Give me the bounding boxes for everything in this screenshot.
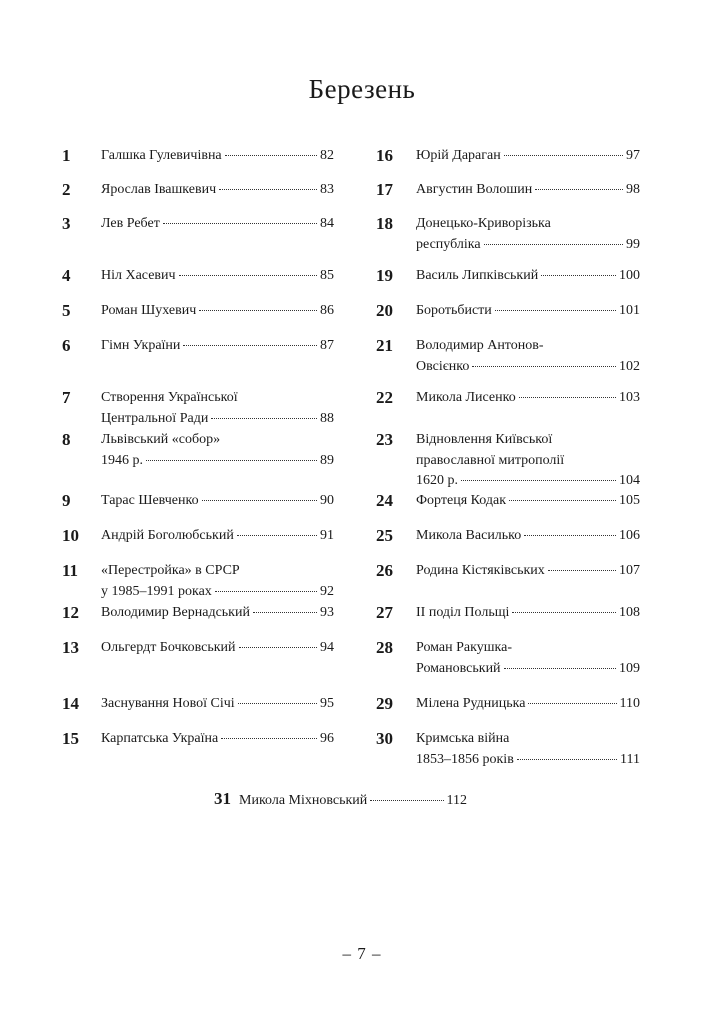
entry-line (416, 388, 640, 409)
entry-page-number: 95 (320, 696, 334, 711)
dot-leader (225, 155, 317, 156)
entry-title: Августин Волошин (416, 182, 533, 197)
entry-page-number: 100 (619, 268, 640, 283)
entry-page-number: 92 (320, 583, 334, 599)
entry-title: Тарас Шевченко (101, 493, 199, 508)
dot-leader (370, 800, 443, 801)
entry-number: 8 (62, 430, 71, 449)
entry-page-number: 87 (320, 338, 334, 353)
entry-title: Донецько-Криворізька (416, 216, 551, 231)
entry-number: 6 (62, 336, 71, 355)
dot-leader (495, 310, 616, 311)
entry-line (101, 266, 334, 287)
entry-line (416, 266, 640, 287)
entry-line (416, 471, 640, 492)
dot-leader (509, 500, 616, 501)
entry-page-number: 93 (320, 605, 334, 620)
entry-line (416, 301, 640, 322)
entry-page-number: 103 (619, 390, 640, 405)
entry-line (416, 336, 640, 357)
entry-body (416, 388, 640, 409)
entry-number: 12 (62, 603, 79, 622)
dot-leader (548, 570, 616, 571)
entry-line (101, 214, 334, 235)
dot-leader (179, 275, 317, 276)
entry-line (416, 491, 640, 512)
entry-line (416, 750, 640, 771)
entry-page-number: 88 (320, 410, 334, 426)
entry-number: 1 (62, 146, 71, 165)
entry-page-number: 97 (626, 148, 640, 163)
entry-title: Володимир Антонов- (416, 338, 544, 353)
entry-line (101, 451, 334, 472)
entry-title: Ніл Хасевич (101, 268, 176, 283)
entry-body (101, 694, 334, 715)
entry-title: Роман Ракушка- (416, 640, 512, 655)
entry-body (101, 430, 334, 471)
entry-line (416, 357, 640, 378)
entry-body (416, 430, 640, 492)
entry-title: Роман Шухевич (101, 303, 197, 318)
page-title: Березень (308, 74, 416, 104)
entry-page-number: 86 (320, 303, 334, 318)
entry-line (101, 603, 334, 624)
dot-leader (183, 345, 317, 346)
entry-number: 14 (62, 694, 79, 713)
entry-number: 30 (376, 729, 393, 748)
entry-body (101, 638, 334, 659)
entry-line (416, 729, 640, 750)
entry-body (101, 180, 334, 201)
entry-line (416, 146, 640, 167)
entry-title: Микола Міхновський (239, 793, 368, 808)
entry-title: Лев Ребет (101, 216, 160, 231)
entry-title: Кримська війна (416, 731, 510, 746)
entry-title: Ольгердт Бочковський (101, 640, 236, 655)
dot-leader (504, 155, 623, 156)
entry-body (101, 561, 334, 602)
entry-title: Родина Кістяківських (416, 563, 545, 578)
entry-page-number: 85 (320, 268, 334, 283)
entry-line (101, 409, 334, 430)
entry-title: Андрій Боголюбський (101, 528, 234, 543)
entry-page-number: 83 (320, 182, 334, 197)
entry-page-number: 96 (320, 731, 334, 746)
entry-number: 11 (62, 561, 79, 580)
entry-page-number: 101 (619, 303, 640, 318)
entry-line (101, 561, 334, 582)
entry-number: 26 (376, 561, 393, 580)
entry-title: Створення Української (101, 390, 238, 405)
entry-page-number: 106 (619, 528, 640, 543)
entry-page-number: 104 (619, 473, 640, 488)
entry-line (101, 491, 334, 512)
entry-body (416, 694, 640, 715)
entry-line (416, 526, 640, 547)
dot-leader (484, 244, 623, 245)
entry-number: 2 (62, 180, 71, 199)
entry-line (101, 430, 334, 451)
entry-title: Центральної Ради (101, 410, 209, 426)
entry-line (101, 180, 334, 201)
entry-title: у 1985–1991 роках (101, 583, 212, 599)
entry-number: 15 (62, 729, 79, 748)
dot-leader (541, 275, 616, 276)
entry-page-number: 90 (320, 493, 334, 508)
dot-leader (221, 738, 317, 739)
dot-leader (512, 612, 616, 613)
entry-body (101, 388, 334, 429)
dot-leader (219, 189, 317, 190)
entry-page-number: 108 (619, 605, 640, 620)
entry-line (416, 451, 640, 472)
dot-leader (239, 647, 317, 648)
entry-title: 1853–1856 років (416, 751, 514, 767)
entry-title: Фортеця Кодак (416, 493, 507, 508)
entry-line (101, 388, 334, 409)
entry-number: 4 (62, 266, 71, 285)
entry-number: 13 (62, 638, 79, 657)
entry-body (416, 729, 640, 770)
entry-title: Заснування Нової Січі (101, 696, 235, 711)
entry-title: «Перестройка» в СРСР (101, 563, 240, 578)
entry-number: 18 (376, 214, 393, 233)
dot-leader (519, 397, 616, 398)
entry-title: ІІ поділ Польщі (416, 605, 510, 620)
entry-page-number: 91 (320, 528, 334, 543)
entry-title: республіка (416, 236, 481, 252)
entry-title: Мілена Рудницька (416, 696, 526, 711)
entry-page-number: 82 (320, 148, 334, 163)
entry-line (416, 638, 640, 659)
dot-leader (524, 535, 616, 536)
entry-title: Овсієнко (416, 358, 470, 374)
entry-number: 10 (62, 526, 79, 545)
entry-page-number: 102 (619, 358, 640, 374)
entry-number: 23 (376, 430, 393, 449)
entry-number: 9 (62, 491, 71, 510)
entry-page-number: 84 (320, 216, 334, 231)
entry-body (416, 214, 640, 255)
entry-title: Микола Лисенко (416, 390, 516, 405)
entry-body (101, 729, 334, 750)
entry-page-number: 94 (320, 640, 334, 655)
entry-page-number: 111 (620, 751, 640, 767)
entry-number: 7 (62, 388, 71, 407)
entry-title: Відновлення Київської (416, 432, 553, 447)
entry-page-number: 110 (619, 696, 640, 711)
entry-body (416, 146, 640, 167)
entry-page-number: 112 (446, 793, 467, 808)
entry-line (101, 336, 334, 357)
dot-leader (517, 759, 617, 760)
entry-title: Галшка Гулевичівна (101, 148, 222, 163)
entry-body (101, 336, 334, 357)
entry-number: 3 (62, 214, 71, 233)
entry-line (416, 214, 640, 235)
entry-line (101, 582, 334, 603)
dot-leader (253, 612, 317, 613)
entry-line (416, 694, 640, 715)
entry-page-number: 109 (619, 660, 640, 676)
entry-body (416, 336, 640, 377)
entry-body (101, 146, 334, 167)
dot-leader (238, 703, 317, 704)
entry-body (101, 526, 334, 547)
entry-body (101, 266, 334, 287)
entry-number: 21 (376, 336, 393, 355)
entry-line (416, 430, 640, 451)
entry-number: 29 (376, 694, 393, 713)
entry-title: Ярослав Івашкевич (101, 182, 217, 197)
entry-body (416, 266, 640, 287)
entry-title: Карпатська Україна (101, 731, 219, 746)
entry-body (101, 214, 334, 235)
dot-leader (461, 480, 616, 481)
toc-entry[interactable] (214, 789, 484, 809)
entry-number: 24 (376, 491, 393, 510)
entry-body (416, 180, 640, 201)
dot-leader (199, 310, 317, 311)
entry-page-number: 98 (626, 182, 640, 197)
entry-title: 1620 р. (416, 473, 458, 488)
entry-number: 28 (376, 638, 393, 657)
entry-body (101, 603, 334, 624)
entry-page-number: 107 (619, 563, 640, 578)
entry-body (416, 638, 640, 679)
dot-leader (237, 535, 317, 536)
entry-number: 5 (62, 301, 71, 320)
entry-body (101, 491, 334, 512)
entry-page-number: 99 (626, 236, 640, 252)
page-number: – 7 – (342, 944, 382, 963)
entry-page-number: 89 (320, 452, 334, 468)
entry-title: Микола Василько (416, 528, 522, 543)
entry-line (416, 235, 640, 256)
entry-number: 16 (376, 146, 393, 165)
entry-number: 17 (376, 180, 393, 199)
dot-leader (146, 460, 317, 461)
entry-page-number: 105 (619, 493, 640, 508)
entry-line (101, 694, 334, 715)
entry-body (416, 526, 640, 547)
entry-body (416, 603, 640, 624)
entry-title: православної митрополії (416, 452, 565, 468)
entry-body (416, 491, 640, 512)
dot-leader (535, 189, 623, 190)
entry-title: 1946 р. (101, 452, 143, 468)
entry-line (101, 301, 334, 322)
entry-title: Володимир Вернадський (101, 605, 250, 620)
entry-line (101, 526, 334, 547)
dot-leader (215, 591, 317, 592)
entry-line (416, 561, 640, 582)
entry-number: 31 (214, 789, 231, 808)
entry-title: Боротьбисти (416, 303, 492, 318)
entry-number: 27 (376, 603, 393, 622)
entry-body (101, 301, 334, 322)
dot-leader (504, 668, 616, 669)
entry-number: 20 (376, 301, 393, 320)
entry-line (239, 793, 467, 809)
entry-line (101, 638, 334, 659)
dot-leader (211, 418, 317, 419)
entry-number: 22 (376, 388, 393, 407)
entry-line (416, 603, 640, 624)
entry-number: 25 (376, 526, 393, 545)
entry-title: Романовський (416, 660, 501, 676)
entry-line (416, 659, 640, 680)
entry-body (416, 561, 640, 582)
entry-title: Львівський «собор» (101, 432, 221, 447)
entry-title: Юрій Дараган (416, 148, 501, 163)
entry-title: Василь Липківський (416, 268, 539, 283)
dot-leader (472, 366, 616, 367)
dot-leader (202, 500, 317, 501)
entry-title: Гімн України (101, 338, 181, 353)
entry-line (416, 180, 640, 201)
entry-body (416, 301, 640, 322)
entry-number: 19 (376, 266, 393, 285)
entry-line (101, 146, 334, 167)
dot-leader (528, 703, 616, 704)
dot-leader (163, 223, 317, 224)
entry-line (101, 729, 334, 750)
